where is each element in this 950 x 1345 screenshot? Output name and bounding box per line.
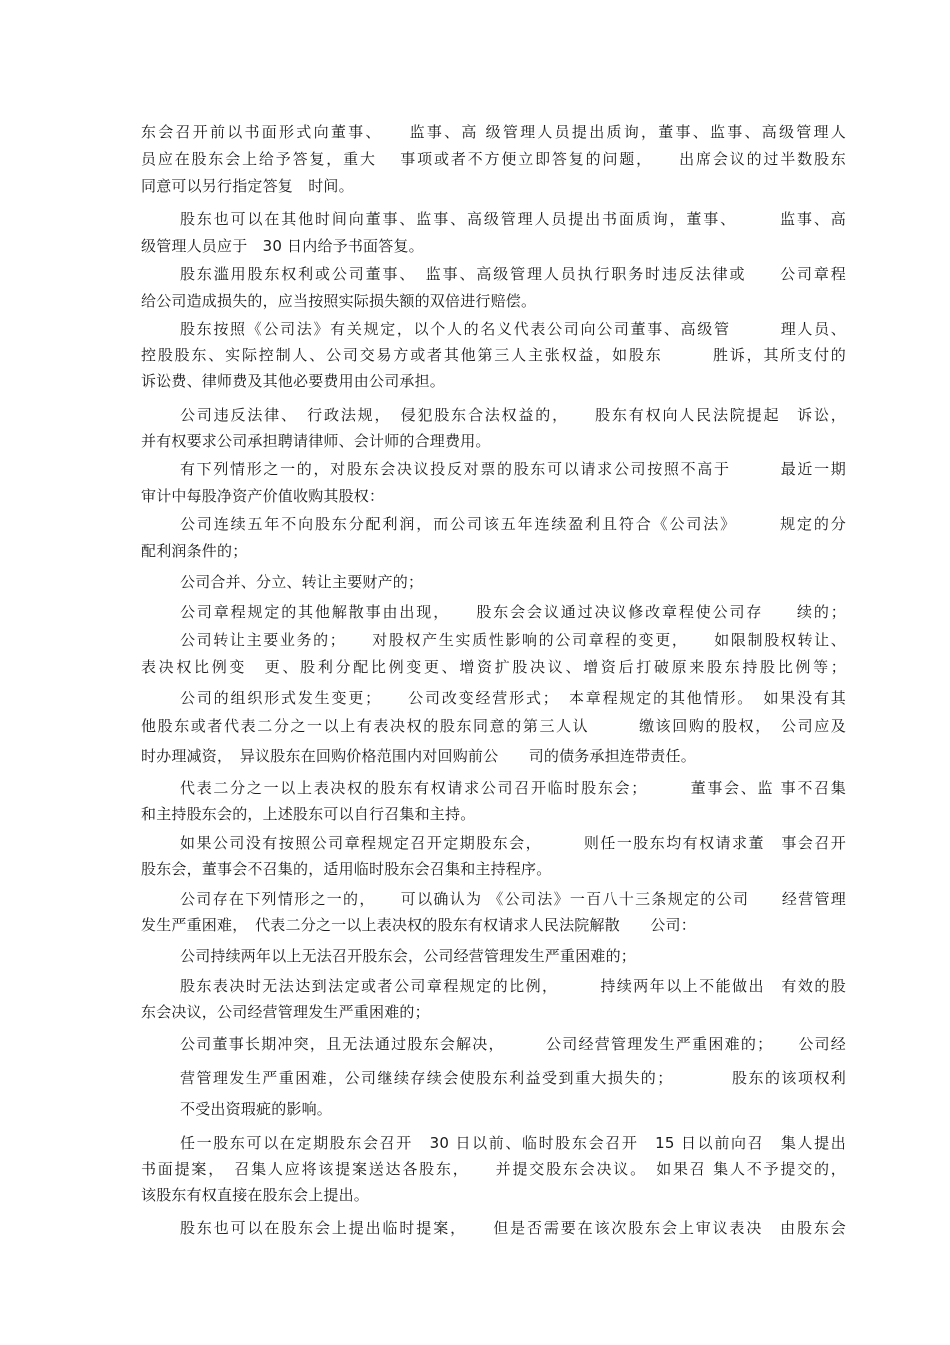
text-line: 营管理发生严重困难，公司继续存续会使股东利益受到重大损失的； 股东的该项权利 xyxy=(180,1069,846,1087)
text-line: 股东按照《公司法》有关规定，以个人的名义代表公司向公司董事、高级管 理人员、 xyxy=(180,320,846,338)
text-line: 书面提案， 召集人应将该提案送达各股东， 并提交股东会决议。 如果召 集人不予提交的， xyxy=(141,1160,846,1178)
text-line: 表决权比例变 更、股利分配比例变更、增资扩股决议、增资后打破原来股东持股比例等； xyxy=(141,658,846,676)
text-line: 不受出资瑕疵的影响。 xyxy=(180,1100,333,1118)
text-line: 公司连续五年不向股东分配利润，而公司该五年连续盈利且符合《公司法》 规定的分 xyxy=(180,515,846,533)
text-line: 公司存在下列情形之一的， 可以确认为 《公司法》一百八十三条规定的公司 经营管理 xyxy=(180,890,846,908)
text-line: 诉讼费、律师费及其他必要费用由公司承担。 xyxy=(141,372,446,390)
text-line: 公司的组织形式发生变更； 公司改变经营形式； 本章程规定的其他情形。 如果没有其 xyxy=(180,689,846,707)
text-line: 公司违反法律、 行政法规， 侵犯股东合法权益的， 股东有权向人民法院提起 诉讼， xyxy=(180,406,846,424)
text-line: 同意可以另行指定答复 时间。 xyxy=(141,177,354,195)
text-line: 员应在股东会上给予答复，重大 事项或者不方便立即答复的问题， 出席会议的过半数股东 xyxy=(141,150,846,168)
text-line: 股东会，董事会不召集的，适用临时股东会召集和主持程序。 xyxy=(141,860,552,878)
text-line: 公司董事长期冲突，且无法通过股东会解决， 公司经营管理发生严重困难的； 公司经 xyxy=(180,1035,846,1053)
text-line: 时办理减资， 异议股东在回购价格范围内对回购前公 司的债务承担连带责任。 xyxy=(141,747,696,765)
text-line: 他股东或者代表二分之一以上有表决权的股东同意的第三人认 缴该回购的股权， 公司应及 xyxy=(141,717,846,735)
text-line: 公司合并、分立、转让主要财产的； xyxy=(180,573,424,591)
text-line: 如果公司没有按照公司章程规定召开定期股东会， 则任一股东均有权请求董 事会召开 xyxy=(180,834,846,852)
text-line: 任一股东可以在定期股东会召开 30 日以前、临时股东会召开 15 日以前向召 集人提出 xyxy=(180,1134,846,1152)
text-line: 有下列情形之一的，对股东会决议投反对票的股东可以请求公司按照不高于 最近一期 xyxy=(180,460,846,478)
text-line: 股东表决时无法达到法定或者公司章程规定的比例， 持续两年以上不能做出 有效的股 xyxy=(180,977,846,995)
text-line: 发生严重困难， 代表二分之一以上表决权的股东有权请求人民法院解散 公司： xyxy=(141,916,696,934)
text-line: 配利润条件的； xyxy=(141,542,248,560)
text-line: 该股东有权直接在股东会上提出。 xyxy=(141,1186,370,1204)
text-line: 审计中每股净资产价值收购其股权： xyxy=(141,487,385,505)
text-line: 公司章程规定的其他解散事由出现， 股东会会议通过决议修改章程使公司存 续的； xyxy=(180,603,846,621)
text-line: 并有权要求公司承担聘请律师、会计师的合理费用。 xyxy=(141,432,491,450)
text-line: 公司转让主要业务的； 对股权产生实质性影响的公司章程的变更， 如限制股权转让、 xyxy=(180,631,846,649)
text-line: 东会决议，公司经营管理发生严重困难的； xyxy=(141,1003,430,1021)
text-line: 代表二分之一以上表决权的股东有权请求公司召开临时股东会； 董事会、监 事不召集 xyxy=(180,779,846,797)
text-line: 股东也可以在其他时间向董事、监事、高级管理人员提出书面质询，董事、 监事、高 xyxy=(180,210,846,228)
text-line: 股东也可以在股东会上提出临时提案， 但是否需要在该次股东会上审议表决 由股东会 xyxy=(180,1219,846,1237)
text-line: 股东滥用股东权利或公司董事、 监事、高级管理人员执行职务时违反法律或 公司章程 xyxy=(180,265,846,283)
text-line: 控股股东、实际控制人、公司交易方或者其他第三人主张权益，如股东 胜诉，其所支付的 xyxy=(141,346,846,364)
text-line: 和主持股东会的，上述股东可以自行召集和主持。 xyxy=(141,805,476,823)
text-line: 级管理人员应于 30 日内给予书面答复。 xyxy=(141,237,424,255)
text-line: 给公司造成损失的，应当按照实际损失额的双倍进行赔偿。 xyxy=(141,292,537,310)
text-line: 东会召开前以书面形式向董事、 监事、高 级管理人员提出质询，董事、监事、高级管理人 xyxy=(141,123,846,141)
text-line: 公司持续两年以上无法召开股东会，公司经营管理发生严重困难的； xyxy=(180,947,637,965)
